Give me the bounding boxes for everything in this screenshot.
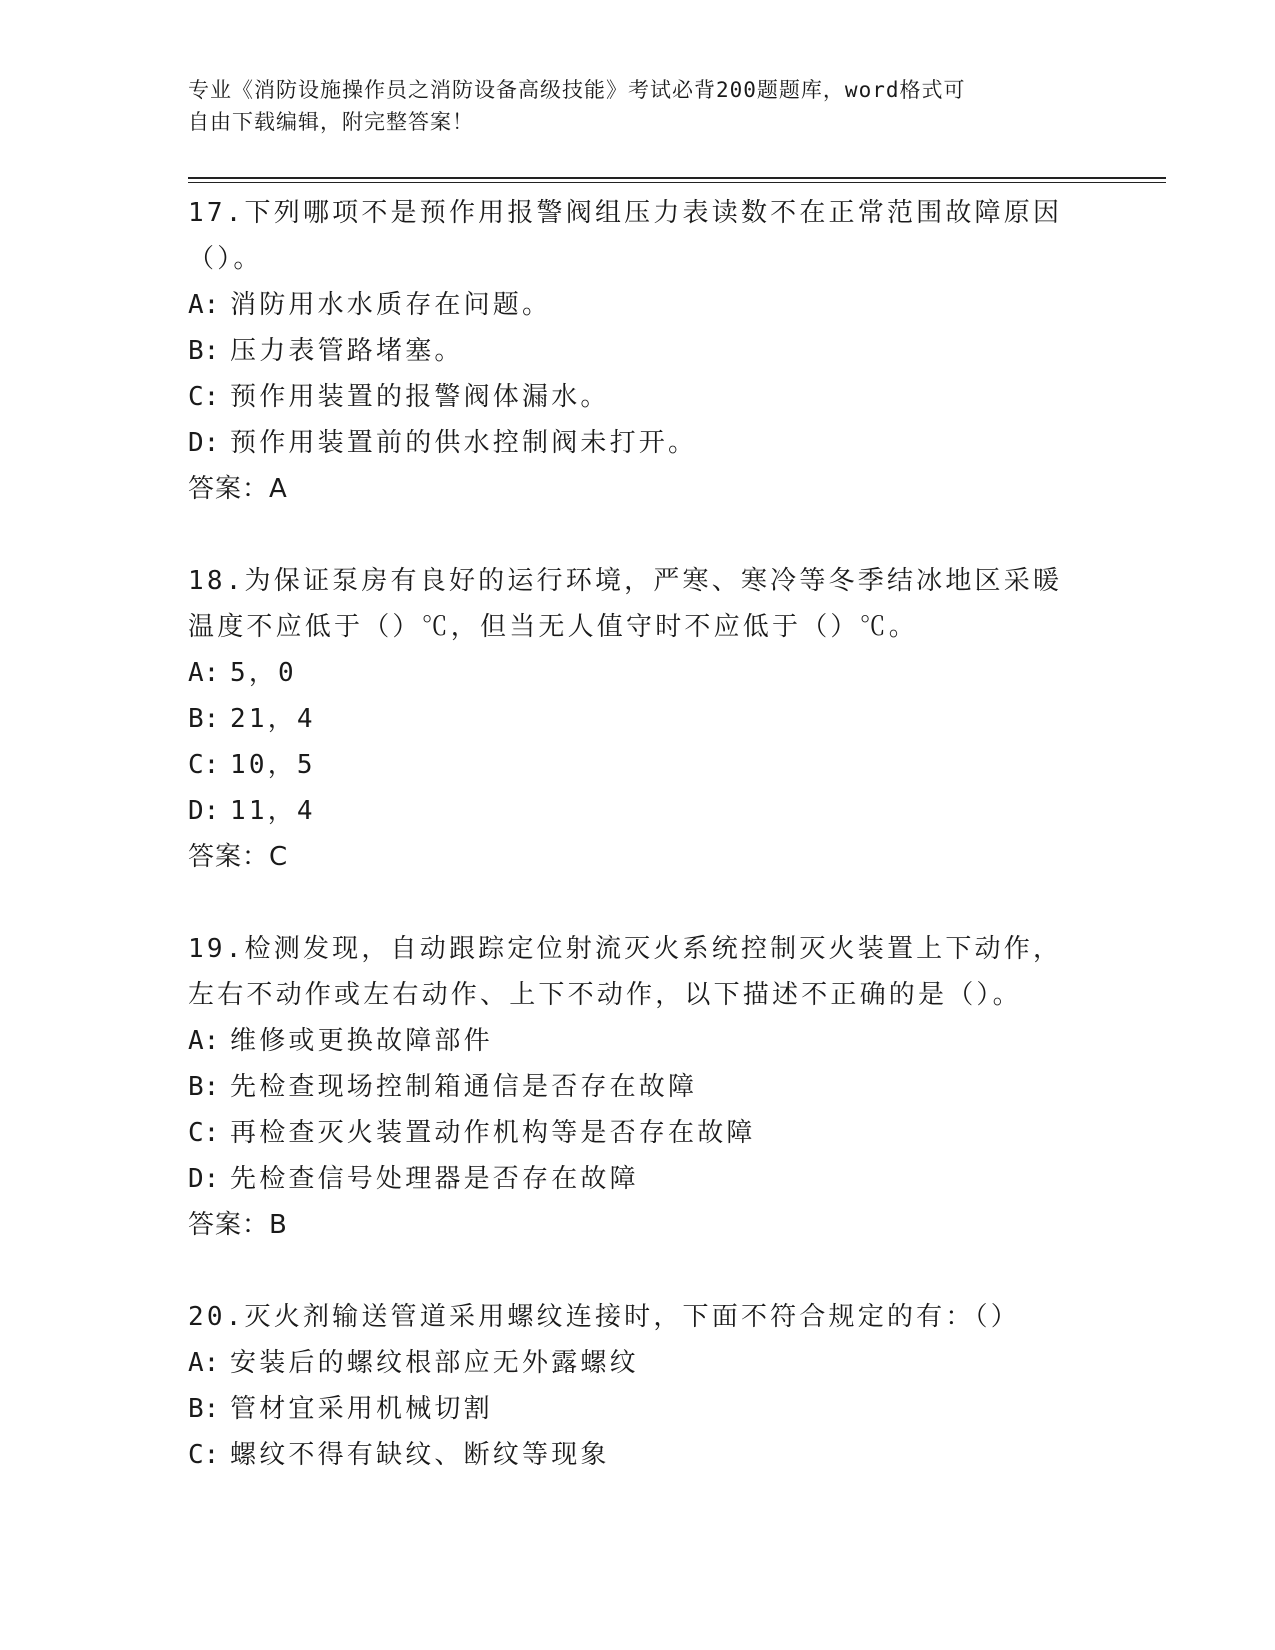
question-spacer <box>188 880 1088 926</box>
option-letter: D: <box>188 796 220 826</box>
option-a <box>188 650 1088 696</box>
answer-line: 答案：A <box>188 474 288 504</box>
option-c <box>188 1110 1088 1156</box>
question-stem: 20.灭火剂输送管道采用螺纹连接时，下面不符合规定的有：（） <box>188 1302 1020 1332</box>
option-letter: A: <box>188 290 220 320</box>
option-text: 管材宜采用机械切割 <box>230 1394 493 1424</box>
answer-line: 答案：B <box>188 1210 288 1240</box>
question-20 <box>188 1294 1088 1478</box>
question-17 <box>188 190 1088 512</box>
option-text: 压力表管路堵塞。 <box>230 336 464 366</box>
option-a <box>188 1340 1088 1386</box>
option-text: 消防用水水质存在问题。 <box>230 290 552 320</box>
question-18 <box>188 558 1088 880</box>
option-b <box>188 1064 1088 1110</box>
option-letter: B: <box>188 704 220 734</box>
question-spacer <box>188 1248 1088 1294</box>
header-divider-thin <box>188 182 1166 183</box>
header-line-2: 自由下载编辑，附完整答案！ <box>188 110 474 134</box>
header-divider-thick <box>188 177 1166 179</box>
option-letter: C: <box>188 1118 220 1148</box>
document-header <box>188 74 1088 138</box>
option-text: 先检查现场控制箱通信是否存在故障 <box>230 1072 698 1102</box>
option-text: 10，5 <box>230 750 316 780</box>
option-a <box>188 282 1088 328</box>
option-b <box>188 696 1088 742</box>
question-stem: 19.检测发现，自动跟踪定位射流灭火系统控制灭火装置上下动作，左右不动作或左右动作、上下不动作，以下描述不正确的是（）。 <box>188 934 1063 1010</box>
option-letter: D: <box>188 1164 220 1194</box>
header-line-1: 专业《消防设施操作员之消防设备高级技能》考试必背200题题库，word格式可 <box>188 78 966 102</box>
option-b <box>188 328 1088 374</box>
option-letter: B: <box>188 336 220 366</box>
option-c <box>188 1432 1088 1478</box>
option-text: 先检查信号处理器是否存在故障 <box>230 1164 639 1194</box>
option-letter: A: <box>188 1026 220 1056</box>
option-text: 再检查灭火装置动作机构等是否存在故障 <box>230 1118 756 1148</box>
option-letter: C: <box>188 750 220 780</box>
option-text: 预作用装置的报警阀体漏水。 <box>230 382 610 412</box>
option-letter: A: <box>188 1348 220 1378</box>
option-a <box>188 1018 1088 1064</box>
option-letter: C: <box>188 382 220 412</box>
option-letter: A: <box>188 658 220 688</box>
option-text: 5，0 <box>230 658 297 688</box>
question-list <box>188 190 1088 1478</box>
question-spacer <box>188 512 1088 558</box>
question-19 <box>188 926 1088 1248</box>
option-d <box>188 420 1088 466</box>
answer-line: 答案：C <box>188 842 289 872</box>
option-c <box>188 742 1088 788</box>
option-text: 预作用装置前的供水控制阀未打开。 <box>230 428 698 458</box>
option-letter: B: <box>188 1394 220 1424</box>
option-b <box>188 1386 1088 1432</box>
option-d <box>188 788 1088 834</box>
option-text: 螺纹不得有缺纹、断纹等现象 <box>230 1440 610 1470</box>
option-letter: D: <box>188 428 220 458</box>
option-text: 维修或更换故障部件 <box>230 1026 493 1056</box>
option-c <box>188 374 1088 420</box>
option-text: 安装后的螺纹根部应无外露螺纹 <box>230 1348 639 1378</box>
question-stem: 18.为保证泵房有良好的运行环境，严寒、寒冷等冬季结冰地区采暖温度不应低于（）℃，但当无人值守时不应低于（）℃。 <box>188 566 1063 642</box>
question-stem: 17.下列哪项不是预作用报警阀组压力表读数不在正常范围故障原因（）。 <box>188 198 1063 274</box>
option-text: 11，4 <box>230 796 316 826</box>
option-letter: B: <box>188 1072 220 1102</box>
option-letter: C: <box>188 1440 220 1470</box>
option-text: 21，4 <box>230 704 316 734</box>
option-d <box>188 1156 1088 1202</box>
